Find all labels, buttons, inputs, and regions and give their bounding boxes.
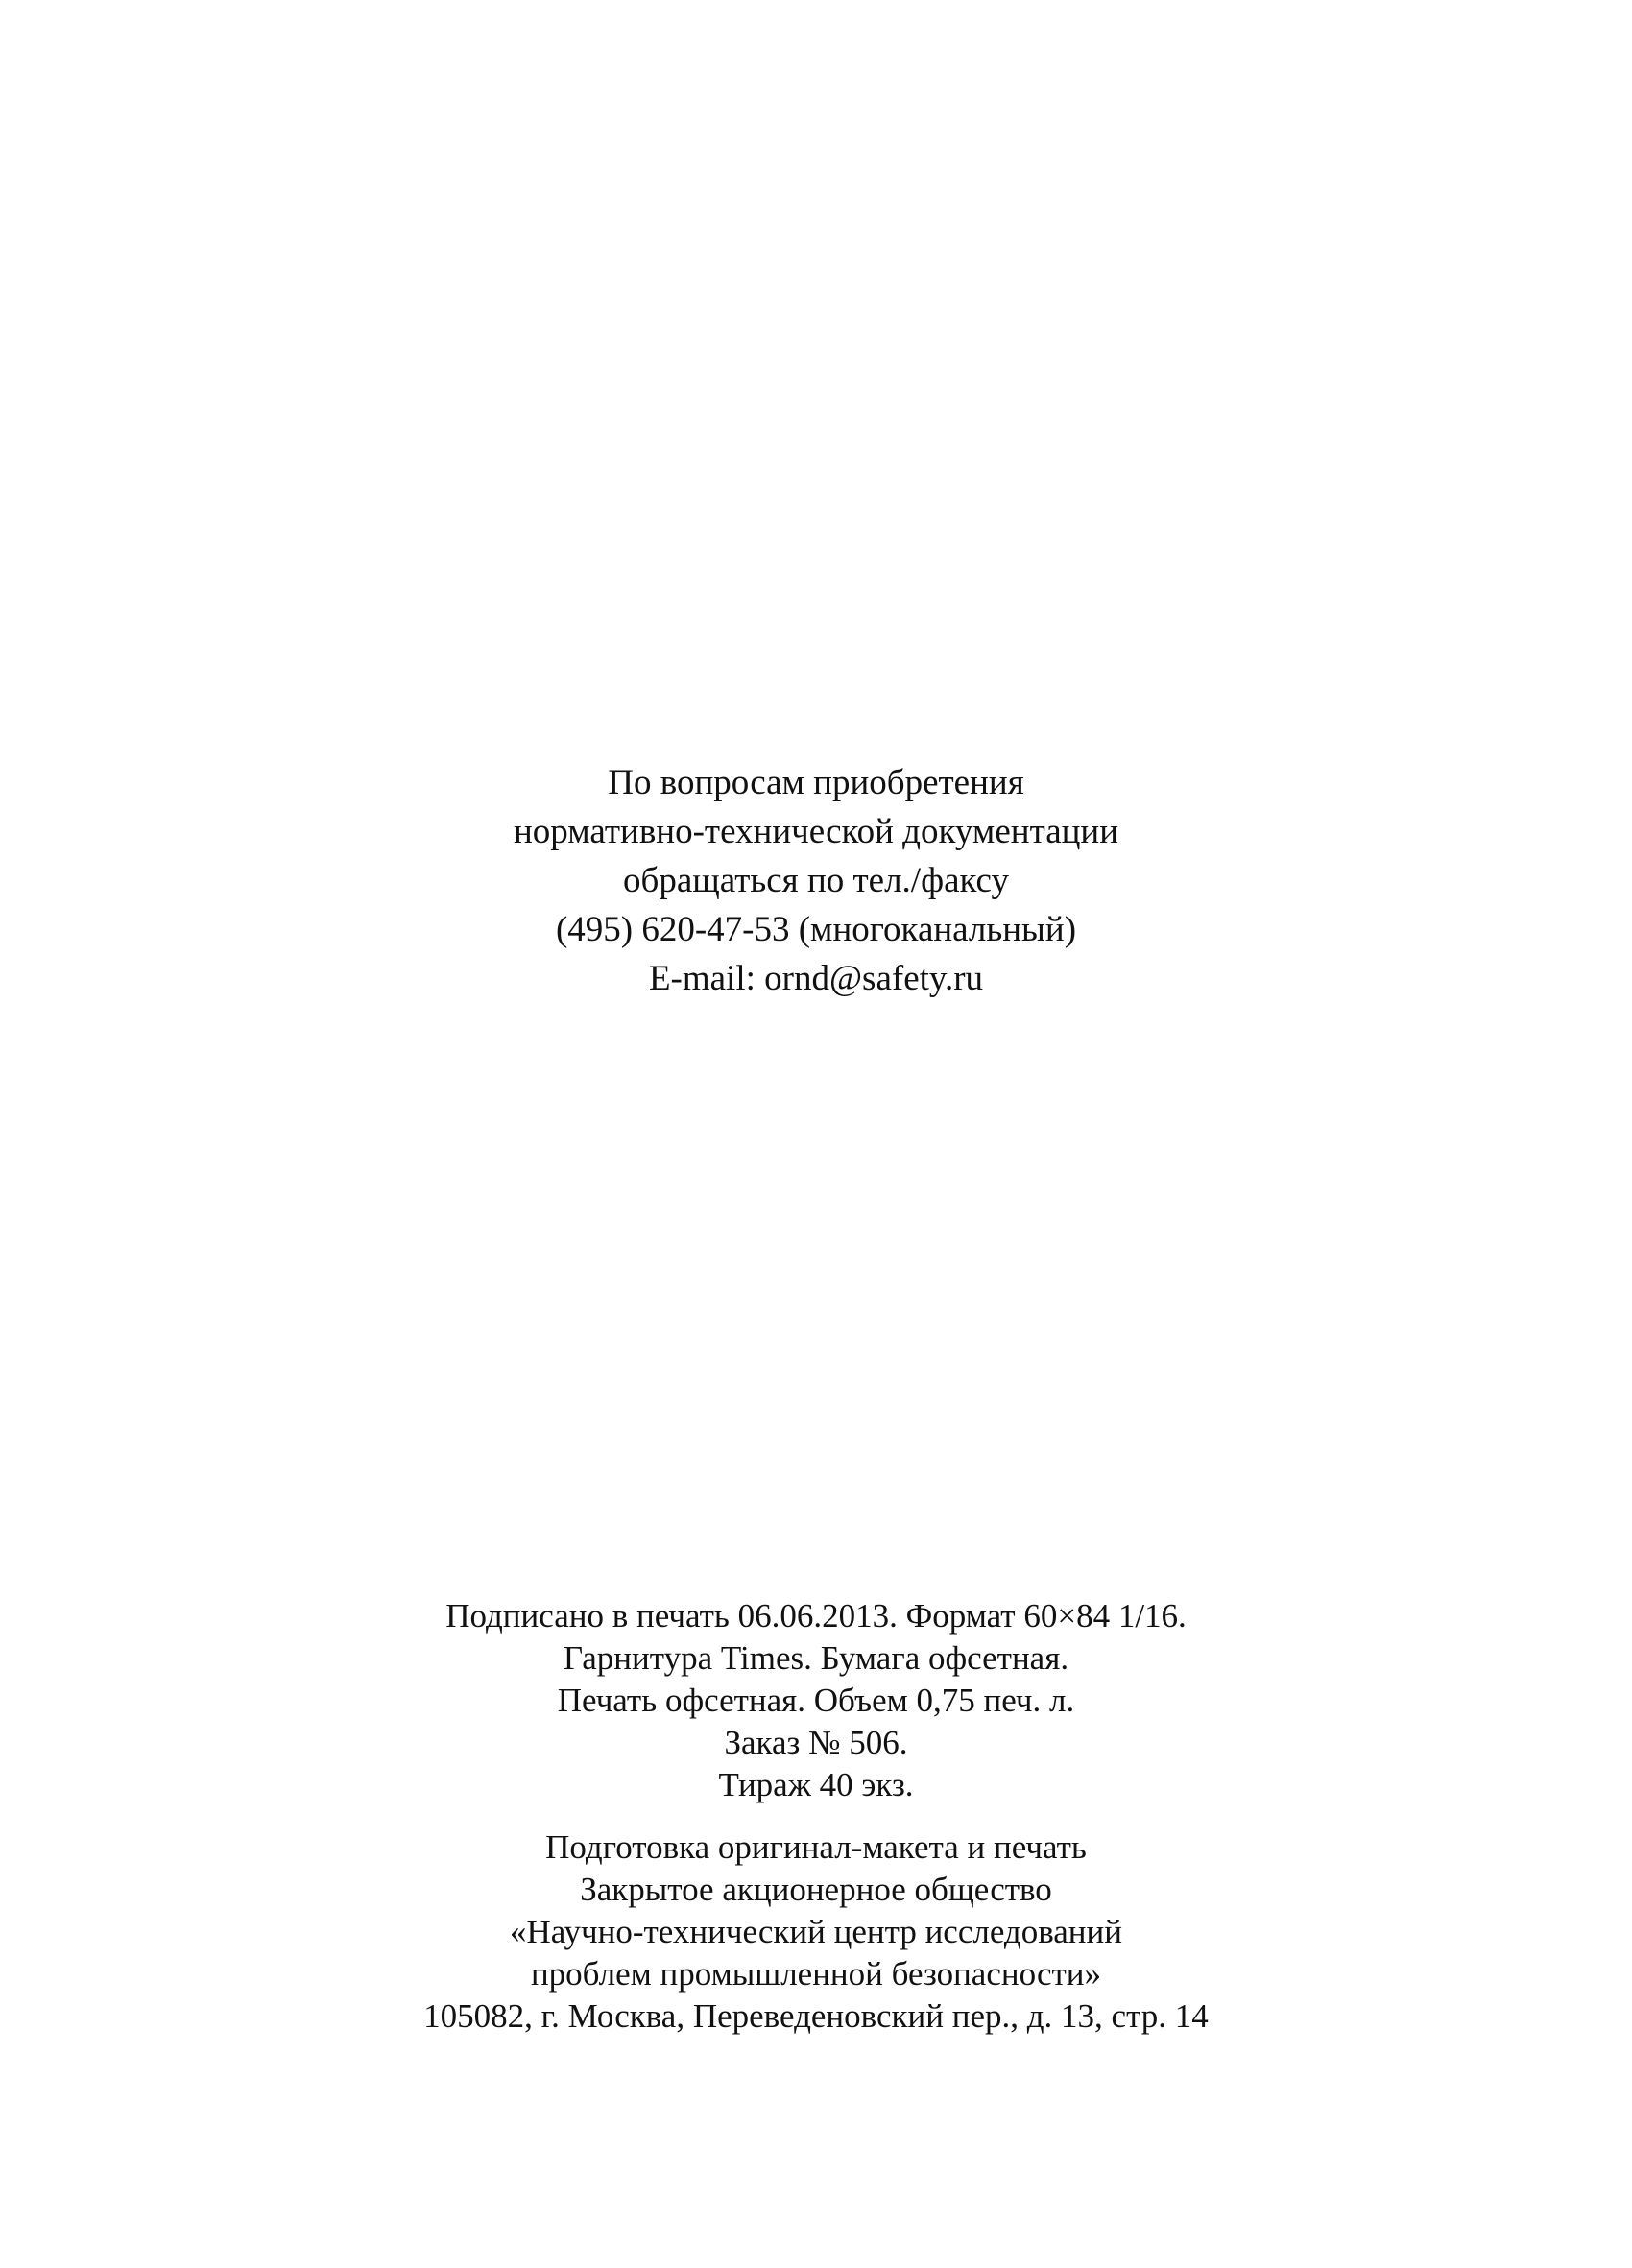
imprint-block	[0, 1595, 1632, 1806]
printer-line-company-name-2: проблем промышленной безопасности»	[530, 1955, 1102, 1993]
imprint-line-typeface-paper: Гарнитура Times. Бумага офсетная.	[563, 1639, 1069, 1677]
contact-line-phone: (495) 620-47-53 (многоканальный)	[555, 910, 1077, 949]
contact-line-purchase: По вопросам приобретения	[608, 763, 1024, 802]
printer-line-address: 105082, г. Москва, Переведеновский пер., д. 13, стр. 14	[423, 1997, 1209, 2035]
imprint-line-signed-format: Подписано в печать 06.06.2013. Формат 60×84 1/16.	[445, 1597, 1187, 1635]
contact-line-email: E-mail: ornd@safety.ru	[648, 959, 984, 998]
imprint-line-circulation: Тираж 40 экз.	[718, 1766, 914, 1803]
printer-line-preparation: Подготовка оригинал-макета и печать	[545, 1828, 1087, 1866]
printer-info-block	[0, 1826, 1632, 2038]
imprint-line-print-volume: Печать офсетная. Объем 0,75 печ. л.	[557, 1682, 1075, 1719]
contact-line-documentation: нормативно-технической документации	[513, 812, 1119, 851]
contact-info-block	[0, 758, 1632, 1003]
printer-line-company-type: Закрытое акционерное общество	[580, 1871, 1052, 1908]
contact-line-phone-fax-label: обращаться по тел./факсу	[623, 861, 1009, 900]
printer-line-company-name-1: «Научно-технический центр исследований	[509, 1913, 1122, 1950]
imprint-line-order-number: Заказ № 506.	[724, 1724, 908, 1761]
